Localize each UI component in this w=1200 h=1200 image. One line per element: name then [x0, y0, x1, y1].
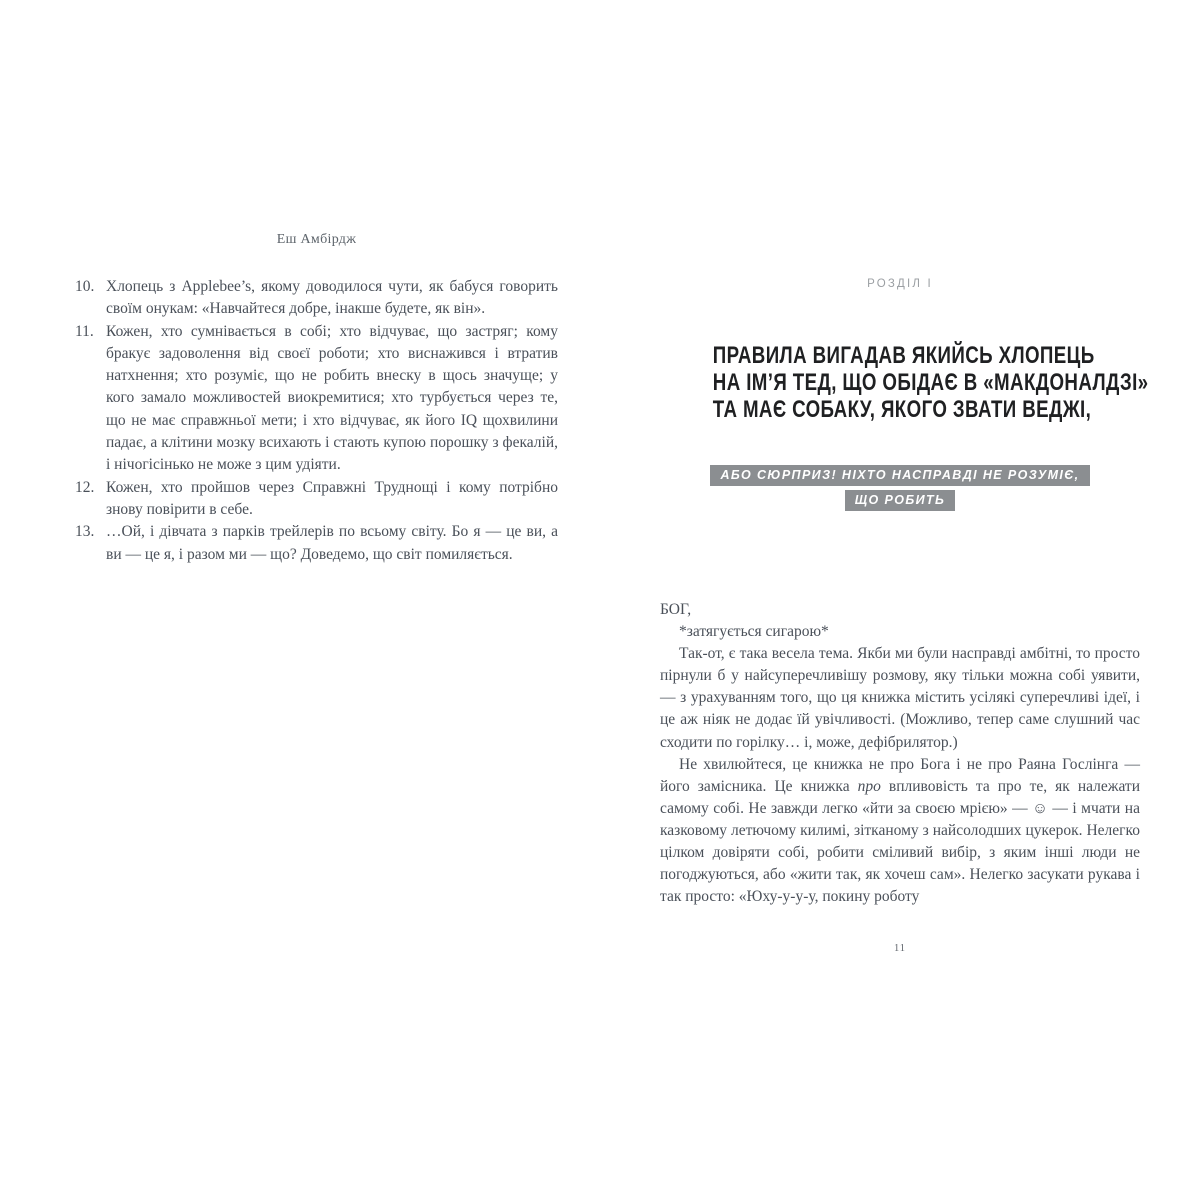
list-item-text: Хлопець з Applebee’s, якому доводилося чути, як бабуся говорить своїм онукам: «Навчайтеся добре, інакше будете, як він». — [106, 278, 558, 318]
subtitle-highlight: ЩО РОБИТЬ — [845, 490, 956, 511]
list-item-number: 12. — [75, 478, 95, 496]
paragraph-segment: впливовість та про те, як належати самому собі. Не завжди легко «йти за своєю мрією» — ☺ — і мчати на казковому летючому килимі, зітканому з найсолодших цукерок. Нелегко цілком довіряти собі, робити сміливий вибір, з яким інші люди не погоджуються, або «жити так, як хочеш сам». Нелегко засукати рукава і так просто: «Юху-у-у-у, покину роботу — [660, 777, 1140, 906]
chapter-subtitle — [660, 462, 1140, 512]
paragraph-segment: Не хвилюйтеся, це книжка не про Бога і не про Раяна Гослінга — його замісника. Це книжка — [660, 755, 1140, 795]
subtitle-row — [660, 487, 1140, 512]
list-item-number: 13. — [75, 523, 95, 541]
paragraph-segment: БОГ, — [660, 601, 692, 618]
chapter-label: РОЗДІЛ І — [867, 278, 933, 290]
paragraph-segment: Так-от, є така весела тема. Якби ми були насправді амбітні, то просто пірнули б у найсуперечливішу розмову, яку тільки можна собі уявити, — з урахуванням того, що ця книжка містить усілякі суперечливі ідеї, і це аж ніяк не додає їй увічливості. (Можливо, тепер саме слушний час сходити по горілку… і, може, дефібрилятор.) — [660, 645, 1140, 751]
paragraph — [660, 599, 1140, 621]
numbered-list — [75, 276, 558, 566]
list-item-text: …Ой, і дівчата з парків трейлерів по всьому світу. Бо я — це ви, а ви — це я, і разом ми — що? Доведемо, що світ помиляється. — [106, 523, 558, 563]
chapter-title-line: ПРАВИЛА ВИГАДАВ ЯКИЙСЬ ХЛОПЕЦЬ — [712, 342, 1095, 369]
list-item-number: 11. — [75, 322, 94, 340]
paragraph — [660, 643, 1140, 753]
subtitle-row — [660, 462, 1140, 487]
paragraph-italic-segment: про — [857, 777, 881, 795]
list-item-text: Кожен, хто пройшов через Справжні Труднощі і кому потрібно знову повірити в себе. — [106, 478, 558, 518]
list-item-text: Кожен, хто сумнівається в собі; хто відчуває, що застряг; кому бракує задоволення від своєї роботи; хто виснажився і втратив натхнення; хто розуміє, що не робить внеску в щось значуще; у кого замало можливостей виокремитися; хто турбується через те, що не має справжньої мети; і хто відчуває, як його IQ щохвилини падає, а клітини мозку всихають і стають купою порошку з фекалій, і нічогісінько не може з цим удіяти. — [106, 322, 558, 474]
running-header: Еш Амбірдж — [276, 232, 357, 247]
list-item — [75, 477, 558, 522]
paragraph-segment: *затягується сигарою* — [679, 623, 829, 641]
chapter-body — [660, 599, 1140, 908]
chapter-title-line: ТА МАЄ СОБАКУ, ЯКОГО ЗВАТИ ВЕДЖІ, — [712, 396, 1092, 423]
right-page — [660, 277, 1149, 954]
list-item — [75, 521, 558, 566]
chapter-title — [660, 342, 1149, 423]
list-item-number: 10. — [75, 278, 95, 295]
page-number: 11 — [893, 943, 907, 954]
paragraph — [660, 621, 1140, 643]
subtitle-highlight: АБО СЮРПРИЗ! НІХТО НАСПРАВДІ НЕ РОЗУМІЄ, — [710, 465, 1089, 486]
list-item — [75, 321, 558, 477]
chapter-title-line: НА ІМ’Я ТЕД, ЩО ОБІДАЄ В «МАКДОНАЛДЗІ» — [712, 369, 1149, 396]
list-item — [75, 276, 558, 321]
left-page — [75, 231, 558, 566]
paragraph — [660, 754, 1140, 909]
